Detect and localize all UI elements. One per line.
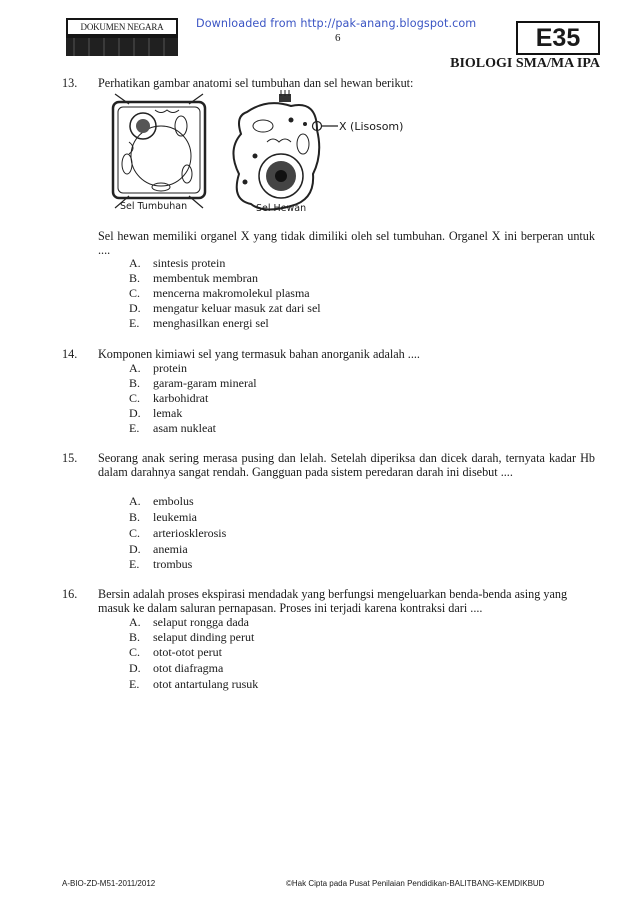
animal-cell-caption: Sel Hewan <box>256 203 307 214</box>
page-number: 6 <box>335 32 341 44</box>
question-15-number: 15. <box>62 451 78 465</box>
question-13-intro: Perhatikan gambar anatomi sel tumbuhan dan sel hewan berikut: <box>98 76 414 90</box>
document-barcode <box>66 38 178 56</box>
subject-title: BIOLOGI SMA/MA IPA <box>450 56 600 71</box>
question-13-number: 13. <box>62 76 78 90</box>
plant-cell-caption: Sel Tumbuhan <box>120 201 188 212</box>
footer-code: A-BIO-ZD-M51-2011/2012 <box>62 879 156 888</box>
question-15-text: Seorang anak sering merasa pusing dan lelah. Setelah diperiksa dan dicek darah, ternyata kadar Hb dalam darahnya sangat rendah. Gangguan pada sistem peredaran darah ini disebut .... <box>98 451 595 479</box>
download-link[interactable]: Downloaded from http://pak-anang.blogspot.com <box>196 17 477 30</box>
question-16-number: 16. <box>62 587 78 601</box>
footer-copyright: ©Hak Cipta pada Pusat Penilaian Pendidikan-BALITBANG-KEMDIKBUD <box>286 879 545 888</box>
document-label: DOKUMEN NEGARA <box>68 20 176 34</box>
cell-anatomy-figure <box>95 90 440 214</box>
plant-cell-diagram <box>113 94 205 208</box>
question-13-text: Sel hewan memiliki organel X yang tidak dimiliki oleh sel tumbuhan. Organel X ini berperan untuk .... <box>98 229 595 257</box>
lysosome-label: X (Lisosom) <box>339 120 404 133</box>
question-14-number: 14. <box>62 347 78 361</box>
exam-code: E35 <box>516 21 600 55</box>
document-badge <box>66 18 178 56</box>
question-16-text: Bersin adalah proses ekspirasi mendadak yang berfungsi mengeluarkan benda-benda asing yang masuk ke dalam saluran pernapasan. Proses ini terjadi karena kontraksi dari .... <box>98 587 568 615</box>
animal-cell-diagram <box>233 90 338 210</box>
question-14-text: Komponen kimiawi sel yang termasuk bahan anorganik adalah .... <box>98 347 420 361</box>
